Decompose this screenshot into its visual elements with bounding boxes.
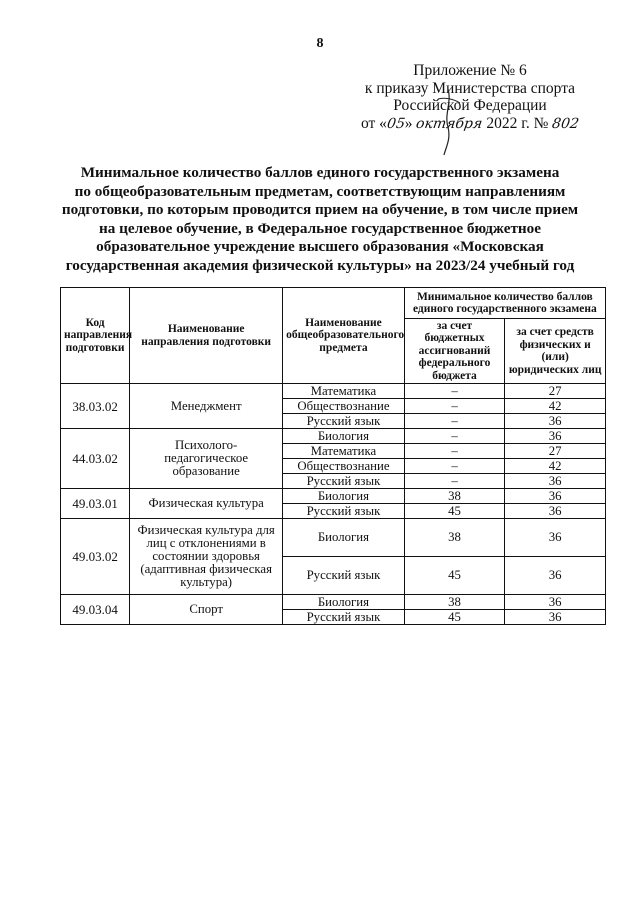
own-score-cell: 36 [505,414,606,429]
table-row [61,384,606,399]
subject-cell: Русский язык [283,414,405,429]
subject-cell: Биология [283,429,405,444]
subject-cell: Биология [283,489,405,504]
federal-score-cell: – [404,384,505,399]
own-score-cell: 42 [505,399,606,414]
program-name: Физическая культура [130,489,283,519]
table-row [61,429,606,444]
program-name: Физическая культура для лиц с отклонениями в состоянии здоровья (адаптивная физическая культура) [130,519,283,595]
subject-cell: Русский язык [283,504,405,519]
header-subject: Наименование общеобразовательного предмета [283,288,405,384]
header-code: Код направления подготовки [61,288,130,384]
federal-score-cell: 45 [404,504,505,519]
subject-cell: Русский язык [283,474,405,489]
own-score-cell: 36 [505,557,606,595]
subject-cell: Биология [283,595,405,610]
title-line: по общеобразовательным предметам, соответствующим направлениям [74,182,566,200]
subject-cell: Русский язык [283,557,405,595]
table-row [61,519,606,557]
appendix-line-1: Приложение № 6 [413,62,527,79]
program-code: 49.03.04 [61,595,130,625]
own-score-cell: 36 [505,429,606,444]
scores-table [60,287,606,625]
header-min-group: Минимальное количество баллов единого государственного экзамена [404,288,605,319]
subject-cell: Математика [283,444,405,459]
title-line: на целевое обучение, в Федеральное государственное бюджетное [99,219,541,237]
program-code: 38.03.02 [61,384,130,429]
appendix-line-2: к приказу Министерства спорта [364,79,576,97]
own-score-cell: 27 [505,384,606,399]
date-month: октября [415,115,484,132]
document-title [55,164,585,275]
subject-cell: Русский язык [283,610,405,625]
date-day: 05 [385,115,406,132]
header-federal: за счет бюджетных ассигнований федерального бюджета [404,319,505,384]
own-score-cell: 36 [505,504,606,519]
own-score-cell: 36 [505,489,606,504]
date-prefix: от « [360,114,387,132]
date-number: 802 [551,115,581,132]
program-code: 49.03.02 [61,519,130,595]
federal-score-cell: 45 [404,610,505,625]
header-name: Наименование направления подготовки [130,288,283,384]
program-name: Спорт [130,595,283,625]
title-line: образовательное учреждение высшего образования «Московская [96,238,544,255]
federal-score-cell: – [404,414,505,429]
table-row [61,489,606,504]
date-year: 2022 г. № [486,114,549,132]
own-score-cell: 36 [505,595,606,610]
subject-cell: Биология [283,519,405,557]
federal-score-cell: – [404,399,505,414]
own-score-cell: 27 [505,444,606,459]
program-code: 49.03.01 [61,489,130,519]
page-number: 8 [316,36,324,51]
signature-mark [418,87,478,157]
federal-score-cell: – [404,459,505,474]
subject-cell: Обществознание [283,399,405,414]
own-score-cell: 36 [505,519,606,557]
subject-cell: Математика [283,384,405,399]
program-name: Менеджмент [130,384,283,429]
federal-score-cell: 38 [404,489,505,504]
own-score-cell: 36 [505,610,606,625]
title-line: государственная академия физической культуры» на 2023/24 учебный год [65,256,575,274]
federal-score-cell: 38 [404,595,505,610]
program-name: Психолого-педагогическое образование [130,429,283,489]
table-row [61,595,606,610]
appendix-line-3: Российской Федерации [393,97,547,114]
federal-score-cell: 45 [404,557,505,595]
own-score-cell: 42 [505,459,606,474]
header-own: за счет средств физических и (или) юридических лиц [505,319,606,384]
title-line: подготовки, по которым проводится прием на обучение, в том числе прием [61,201,579,218]
federal-score-cell: – [404,474,505,489]
program-code: 44.03.02 [61,429,130,489]
federal-score-cell: – [404,444,505,459]
own-score-cell: 36 [505,474,606,489]
title-line: Минимальное количество баллов единого государственного экзамена [80,164,560,181]
federal-score-cell: – [404,429,505,444]
federal-score-cell: 38 [404,519,505,557]
date-mid: » [404,114,413,132]
subject-cell: Обществознание [283,459,405,474]
